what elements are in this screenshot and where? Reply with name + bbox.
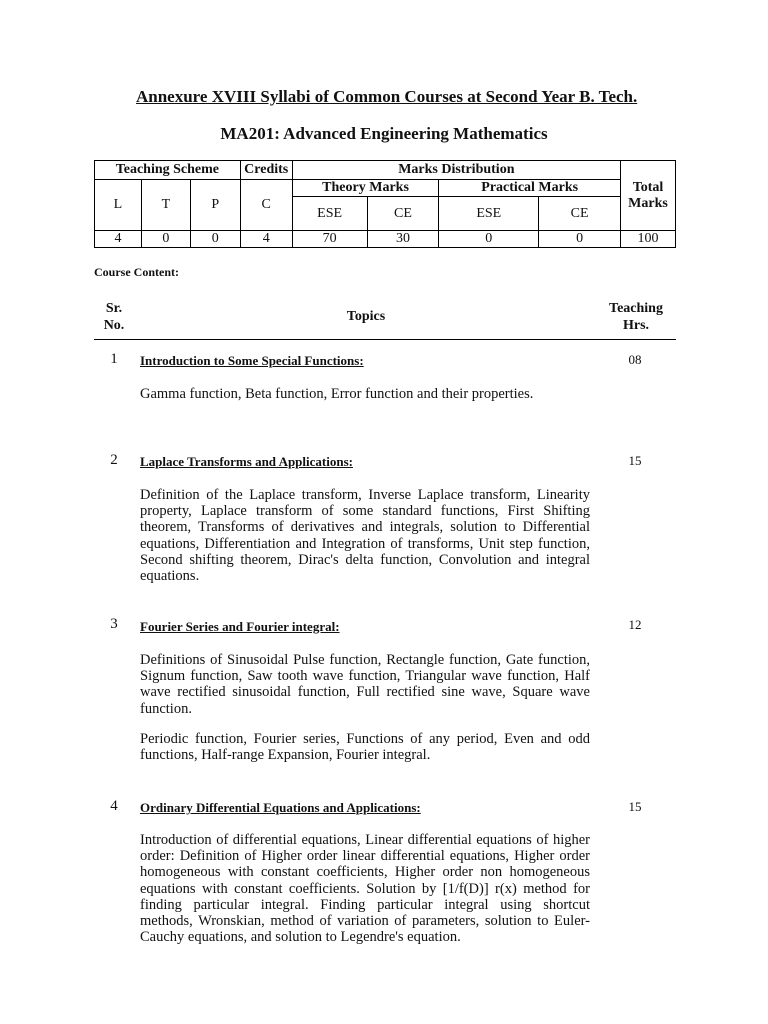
c-value: 4 <box>240 231 292 248</box>
document-heading: Annexure XVIII Syllabi of Common Courses at Second Year B. Tech. <box>136 87 638 106</box>
topic-number: 2 <box>110 452 118 468</box>
c-header: C <box>240 180 292 231</box>
topic-hours: 15 <box>628 799 642 814</box>
theory-ese-value: 70 <box>292 231 367 248</box>
topic-number: 4 <box>110 798 118 814</box>
topic-description: Introduction of differential equations, Linear differential equations of higher order: Definition of Higher order linear differential equations, Higher order homogeneous with constant coefficients, Higher order non homogeneous equations with constant coefficients. Solution by [1/f(D)] r(x) method for finding particular integral. Finding particular integral using shortcut methods, Wronskian, method of variation of parameters, solution to Euler-Cauchy equations, and solution to Legendre's equation. <box>140 832 590 946</box>
topic-description: Definitions of Sinusoidal Pulse function, Rectangle function, Gate function, Signum function, Saw tooth wave function, Triangular wave function, Half wave rectified sinusoidal function, Full rectified sine wave, Square wave function. <box>140 652 590 717</box>
l-value: 4 <box>95 231 142 248</box>
topic-number: 3 <box>110 616 118 632</box>
topic-hours: 15 <box>628 453 642 468</box>
course-title: MA201: Advanced Engineering Mathematics <box>220 124 548 143</box>
header-divider <box>94 339 676 340</box>
course-content-label: Course Content: <box>94 265 179 279</box>
theory-ce-value: 30 <box>367 231 439 248</box>
teaching-hrs-header: Teaching Hrs. <box>609 301 663 333</box>
practical-ese-value: 0 <box>439 231 539 248</box>
topic-title: Ordinary Differential Equations and Applications: <box>140 800 421 815</box>
practical-marks-header: Practical Marks <box>439 180 621 197</box>
sr-no-header: Sr. No. <box>103 301 125 333</box>
marks-distribution-header: Marks Distribution <box>292 161 620 180</box>
topic-description: Gamma function, Beta function, Error function and their properties. <box>140 386 534 402</box>
topic-number: 1 <box>110 351 118 367</box>
t-value: 0 <box>141 231 190 248</box>
topic-title: Introduction to Some Special Functions: <box>140 353 364 368</box>
theory-ese-header: ESE <box>292 197 367 231</box>
topics-header: Topics <box>346 309 386 324</box>
topic-hours: 12 <box>628 617 642 632</box>
total-marks-header: Total Marks <box>621 161 676 231</box>
topic-description: Periodic function, Fourier series, Functions of any period, Even and odd functions, Half-range Expansion, Fourier integral. <box>140 731 590 764</box>
theory-ce-header: CE <box>367 197 439 231</box>
p-header: P <box>190 180 240 231</box>
scheme-table <box>94 160 676 248</box>
total-value: 100 <box>621 231 676 248</box>
l-header: L <box>95 180 142 231</box>
p-value: 0 <box>190 231 240 248</box>
practical-ce-value: 0 <box>539 231 621 248</box>
practical-ese-header: ESE <box>439 197 539 231</box>
teaching-scheme-header: Teaching Scheme <box>95 161 241 180</box>
credits-header: Credits <box>240 161 292 180</box>
practical-ce-header: CE <box>539 197 621 231</box>
topic-title: Laplace Transforms and Applications: <box>140 454 353 469</box>
topic-hours: 08 <box>628 352 642 367</box>
t-header: T <box>141 180 190 231</box>
topic-title: Fourier Series and Fourier integral: <box>140 619 340 634</box>
topic-description: Definition of the Laplace transform, Inverse Laplace transform, Linearity property, Laplace transform of some standard functions, First Shifting theorem, Transforms of derivatives and integrals, solution to Differential equations, Differentiation and Integration of transforms, Unit step function, Second shifting theorem, Dirac's delta function, Convolution and integral equations. <box>140 487 590 585</box>
table-row <box>95 231 676 248</box>
theory-marks-header: Theory Marks <box>292 180 439 197</box>
